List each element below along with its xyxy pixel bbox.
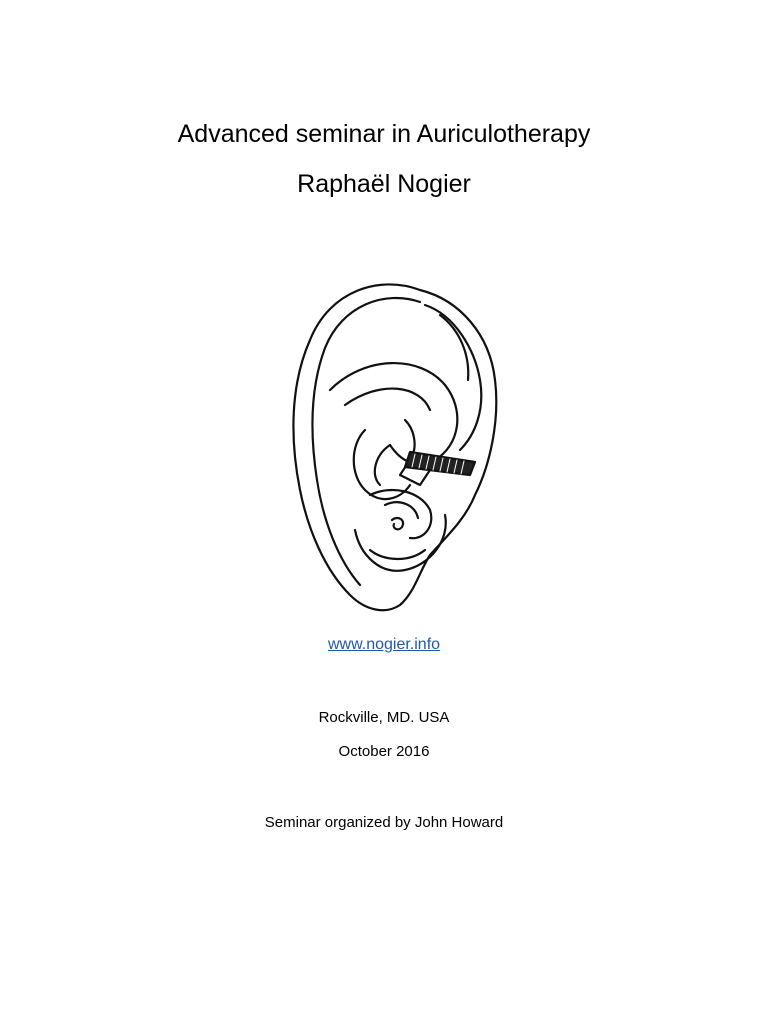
seminar-date: October 2016	[338, 743, 430, 760]
author-name: Raphaël Nogier	[297, 170, 471, 198]
website-link[interactable]: www.nogier.info	[327, 636, 441, 653]
organizer-note: Seminar organized by John Howard	[264, 814, 504, 831]
seminar-location: Rockville, MD. USA	[318, 709, 450, 726]
document-title: Advanced seminar in Auriculotherapy	[177, 120, 591, 148]
ear-fetus-illustration	[270, 270, 510, 620]
